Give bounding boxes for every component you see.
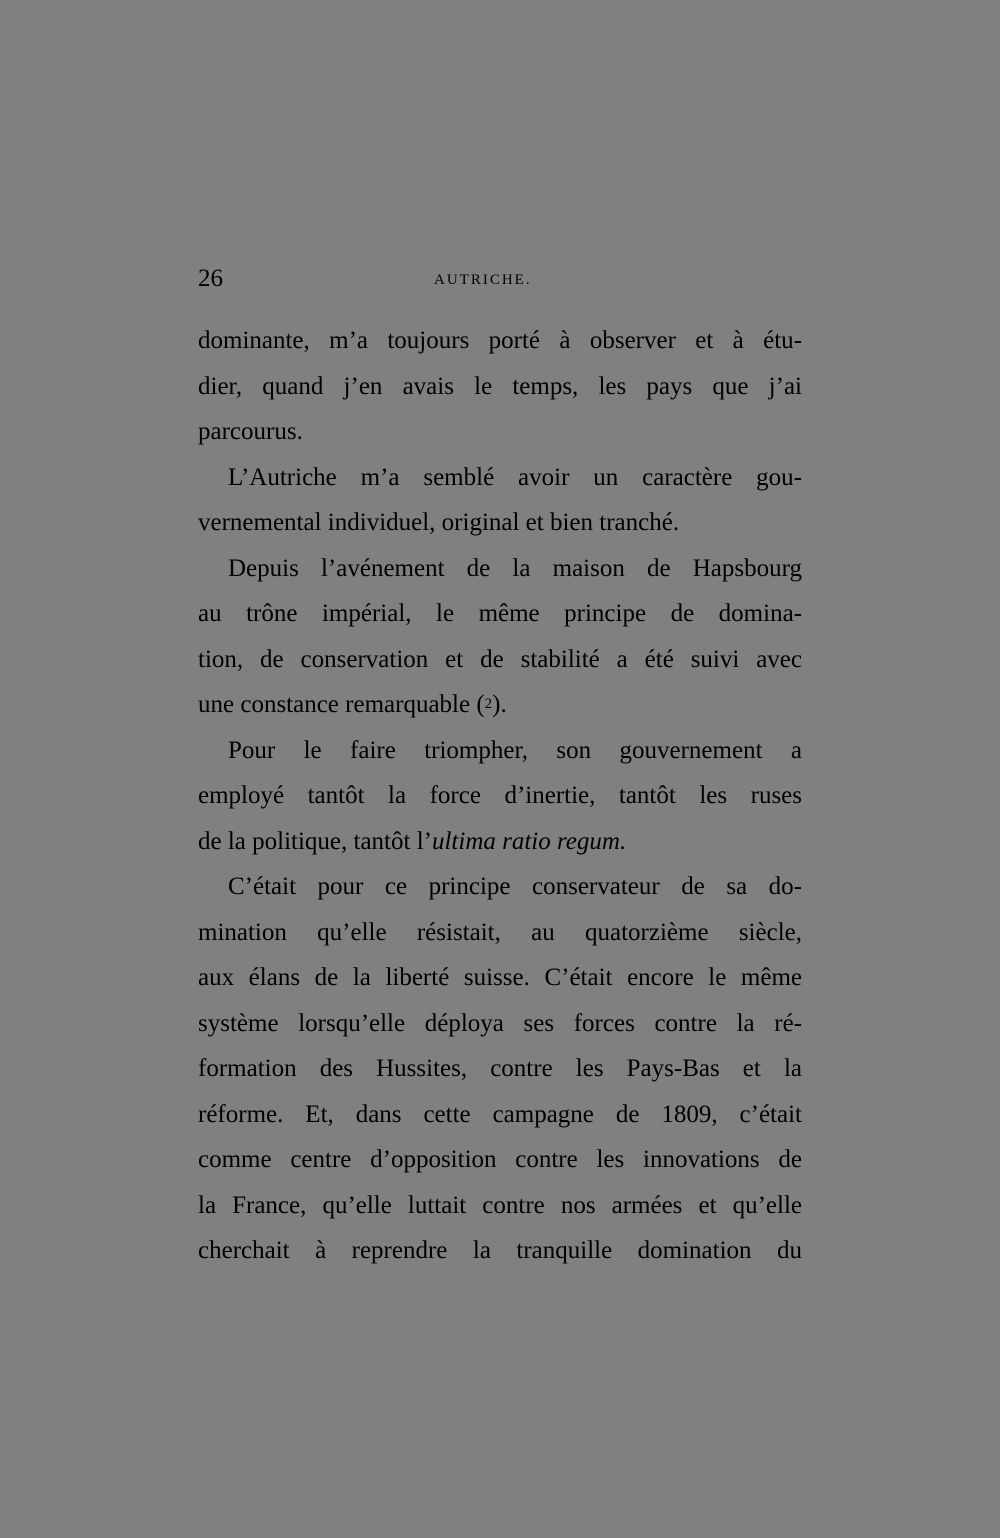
text-line: cherchait à reprendre la tranquille domination du: [198, 1237, 802, 1264]
text-line: au trône impérial, le même principe de domina-: [198, 600, 802, 627]
text-line: dier, quand j’en avais le temps, les pays que j’ai: [198, 372, 802, 400]
text-line: vernemental individuel, original et bien tranché.: [198, 509, 680, 536]
text-line: mination qu’elle résistait, au quatorzième siècle,: [198, 918, 802, 946]
text-line: dominante, m’a toujours porté à observer et à étu-: [198, 327, 802, 354]
page-header: [198, 262, 802, 296]
footnote-reference: 2: [484, 696, 493, 712]
text-line: Pour le faire triompher, son gouvernement a: [228, 736, 802, 764]
text-line: Depuis l’avénement de la maison de Hapsbourg: [228, 554, 802, 582]
text-line: [198, 819, 802, 865]
text-line: formation des Hussites, contre les Pays-Bas et la: [198, 1055, 802, 1082]
latin-phrase: ultima ratio regum.: [431, 827, 627, 855]
text-line: employé tantôt la force d’inertie, tantôt les ruses: [198, 782, 802, 809]
text-fragment: de la politique, tantôt l’: [198, 827, 432, 855]
text-line: tion, de conservation et de stabilité a été suivi avec: [198, 645, 802, 673]
text-fragment: une constance remarquable (: [198, 691, 485, 718]
text-line: C’était pour ce principe conservateur de sa do-: [228, 873, 802, 900]
text-line: réforme. Et, dans cette campagne de 1809, c’était: [198, 1100, 802, 1128]
text-line: [198, 682, 802, 728]
page-number: 26: [198, 265, 223, 292]
text-fragment: ).: [492, 691, 507, 718]
text-line: aux élans de la liberté suisse. C’était encore le même: [198, 964, 802, 991]
text-line: la France, qu’elle luttait contre nos armées et qu’elle: [198, 1191, 802, 1219]
text-line: comme centre d’opposition contre les innovations de: [198, 1146, 802, 1173]
text-line: parcourus.: [198, 418, 303, 445]
body-text: [198, 318, 802, 1274]
text-line: L’Autriche m’a semblé avoir un caractère gou-: [228, 463, 802, 491]
text-line: système lorsqu’elle déploya ses forces contre la ré-: [198, 1009, 802, 1037]
running-title: AUTRICHE.: [434, 272, 532, 288]
